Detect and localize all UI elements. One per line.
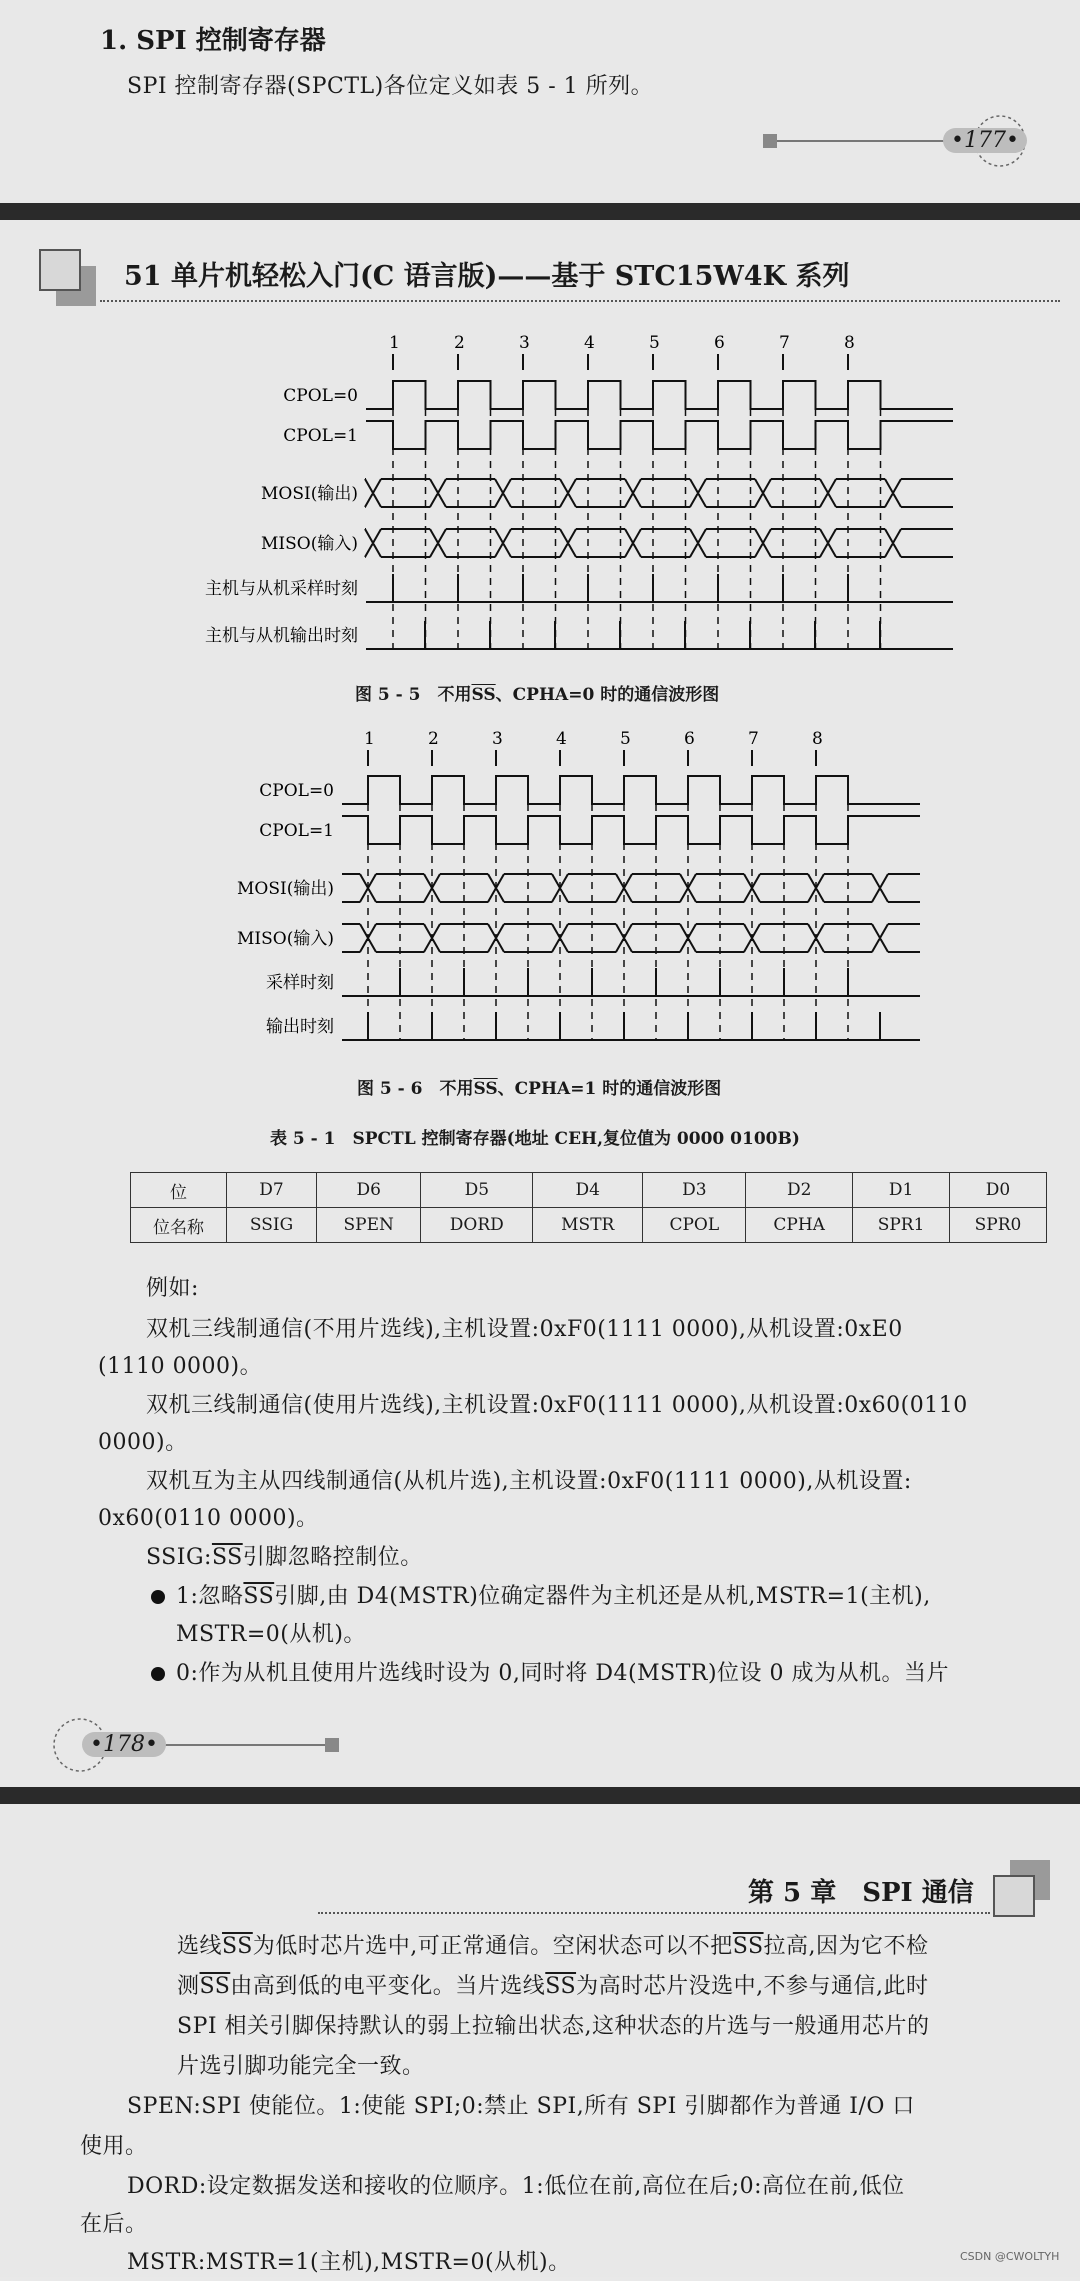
ss-signal: $\overline{SS}$ [211,1545,243,1570]
ss-signal: $\overline{SS}$ [545,1974,577,1999]
clock-number: 1 [389,333,400,353]
mstr-line: MSTR:MSTR=1(主机),MSTR=0(从机)。 [127,2250,571,2275]
table-cell: D7 [227,1173,317,1208]
clock-number: 8 [812,729,823,749]
ss-signal: $\overline{SS}$ [243,1584,275,1609]
signal-label: CPOL=0 [283,386,358,406]
clock-number: 7 [779,333,790,353]
clock-number: 1 [364,729,375,749]
example-1-line-1: 双机三线制通信(不用片选线),主机设置:0xF0(1111 0000),从机设置:0xE0 [146,1317,903,1342]
mosi-waveform [365,479,953,507]
caption-ss: $\overline{SS}$ [473,1079,498,1099]
table-cell: SSIG [227,1208,317,1243]
clock-number: 4 [584,333,595,353]
table-cell: D5 [421,1173,533,1208]
signal-label: CPOL=1 [283,426,358,446]
miso-waveform [365,529,953,557]
figure-5-5-caption [355,680,719,705]
table-cell: MSTR [533,1208,643,1243]
ss-signal: $\overline{SS}$ [732,1934,764,1959]
table-cell: CPHA [746,1208,853,1243]
dord-line-2: 在后。 [80,2212,148,2237]
page-number: •177• [943,128,1027,153]
clock-number: 6 [684,729,695,749]
signal-label: MISO(输入) [237,929,334,949]
signal-label: 输出时刻 [266,1017,334,1037]
page-177 [0,0,1080,203]
ssig-description: 引脚忽略控制位。 [242,1545,423,1570]
caption-suffix: 、CPHA=1 时的通信波形图 [497,1079,722,1099]
table-cell: 位名称 [131,1208,227,1243]
continued-line-3: SPI 相关引脚保持默认的弱上拉输出状态,这种状态的片选与一般通用芯片的 [177,2014,930,2039]
text-run: 为低时芯片选中,可正常通信。空闲状态可以不把 [252,1934,733,1959]
table-header-row [131,1173,1047,1208]
example-label: 例如: [146,1276,199,1301]
intro-paragraph: SPI 控制寄存器(SPCTL)各位定义如表 5 - 1 所列。 [127,74,654,99]
signal-label: CPOL=0 [259,781,334,801]
table-cell: SPEN [317,1208,421,1243]
table-cell: SPR1 [853,1208,950,1243]
caption-suffix: 、CPHA=0 时的通信波形图 [495,685,720,705]
running-head: 51 单片机轻松入门(C 语言版)——基于 STC15W4K 系列 [124,261,850,292]
bullet-1-line-1 [176,1578,931,1615]
clock-number: 8 [844,333,855,353]
page-gap [0,203,1080,220]
example-3-line-2: 0x60(0110 0000)。 [98,1506,319,1531]
ss-signal: $\overline{SS}$ [199,1974,231,1999]
bullet-2-line-1: 0:作为从机且使用片选线时设为 0,同时将 D4(MSTR)位设 0 成为从机。当片 [176,1661,950,1686]
table-cell: D3 [643,1173,746,1208]
text-run: 选线 [177,1934,223,1959]
clock-number: 2 [454,333,465,353]
cpol0-waveform [366,381,953,409]
signal-label: 主机与从机采样时刻 [205,579,358,599]
spen-line-1: SPEN:SPI 使能位。1:使能 SPI;0:禁止 SPI,所有 SPI 引脚都作为普通 I/O 口 [127,2094,915,2119]
clock-number: 3 [519,333,530,353]
caption-ss: $\overline{SS}$ [471,685,496,705]
spen-line-2: 使用。 [80,2134,148,2159]
signal-label: 主机与从机输出时刻 [205,626,358,646]
clock-number: 3 [492,729,503,749]
clock-number: 2 [428,729,439,749]
chapter-head-rule [318,1912,990,1914]
continued-line-4: 片选引脚功能完全一致。 [177,2054,425,2079]
mosi-waveform [342,874,920,902]
page-178 [0,220,1080,1787]
spctl-register-table [130,1172,1047,1243]
clock-number: 6 [714,333,725,353]
example-2-line-1: 双机三线制通信(使用片选线),主机设置:0xF0(1111 0000),从机设置:0x60(0110 [146,1393,968,1418]
table-row [131,1208,1047,1243]
bullet-icon [151,1590,165,1604]
chapter-head-ornament [990,1856,1070,1926]
page-gap [0,1787,1080,1804]
example-2-line-2: 0000)。 [98,1430,188,1455]
signal-label: MISO(输入) [261,534,358,554]
text-run: 由高到低的电平变化。当片选线 [230,1974,546,1999]
caption-prefix: 图 5 - 5 不用 [355,685,472,705]
table-cell: DORD [421,1208,533,1243]
clock-number: 5 [649,333,660,353]
continued-line-2 [177,1968,929,2005]
example-1-line-2: (1110 0000)。 [98,1354,263,1379]
cpol1-waveform [342,816,920,844]
caption-prefix: 图 5 - 6 不用 [357,1079,474,1099]
table-cell: D6 [317,1173,421,1208]
section-heading: 1. SPI 控制寄存器 [100,26,326,56]
cpol1-waveform [366,421,953,449]
table-cell: SPR0 [950,1208,1047,1243]
clock-number: 4 [556,729,567,749]
cpol0-waveform [342,776,920,804]
table-cell: D4 [533,1173,643,1208]
watermark: CSDN @CWOLTYH [960,2250,1060,2263]
text-run: 拉高,因为它不检 [763,1934,929,1959]
table-cell: D0 [950,1173,1047,1208]
signal-label: MOSI(输出) [237,879,334,899]
continued-line-1 [177,1928,929,1965]
clock-number: 5 [620,729,631,749]
ssig-definition [146,1539,423,1576]
text-run: 测 [177,1974,200,1999]
ss-signal: $\overline{SS}$ [222,1934,253,1959]
table-cell: 位 [131,1173,227,1208]
table-caption: 表 5 - 1 SPCTL 控制寄存器(地址 CEH,复位值为 0000 0100B) [270,1129,800,1149]
signal-label: CPOL=1 [259,821,334,841]
page-179 [0,1804,1080,2277]
chapter-head: 第 5 章 SPI 通信 [748,1878,974,1908]
table-cell: CPOL [643,1208,746,1243]
bullet-1-line-2: MSTR=0(从机)。 [176,1622,366,1647]
page-number: •178• [82,1732,166,1757]
figure-5-6-caption [357,1074,721,1099]
signal-label: 采样时刻 [266,973,334,993]
example-3-line-1: 双机互为主从四线制通信(从机片选),主机设置:0xF0(1111 0000),从机设置: [146,1469,912,1494]
clock-number: 7 [748,729,759,749]
signal-label: MOSI(输出) [261,484,358,504]
miso-waveform [342,924,920,952]
bullet-1-prefix: 1:忽略 [176,1584,244,1609]
ssig-label: SSIG: [146,1545,212,1570]
table-cell: D1 [853,1173,950,1208]
dord-line-1: DORD:设定数据发送和接收的位顺序。1:低位在前,高位在后;0:高位在前,低位 [127,2174,905,2199]
table-cell: D2 [746,1173,853,1208]
text-run: 为高时芯片没选中,不参与通信,此时 [576,1974,929,1999]
bullet-1-text: 引脚,由 D4(MSTR)位确定器件为主机还是从机,MSTR=1(主机), [274,1584,931,1609]
bullet-icon [151,1667,165,1681]
